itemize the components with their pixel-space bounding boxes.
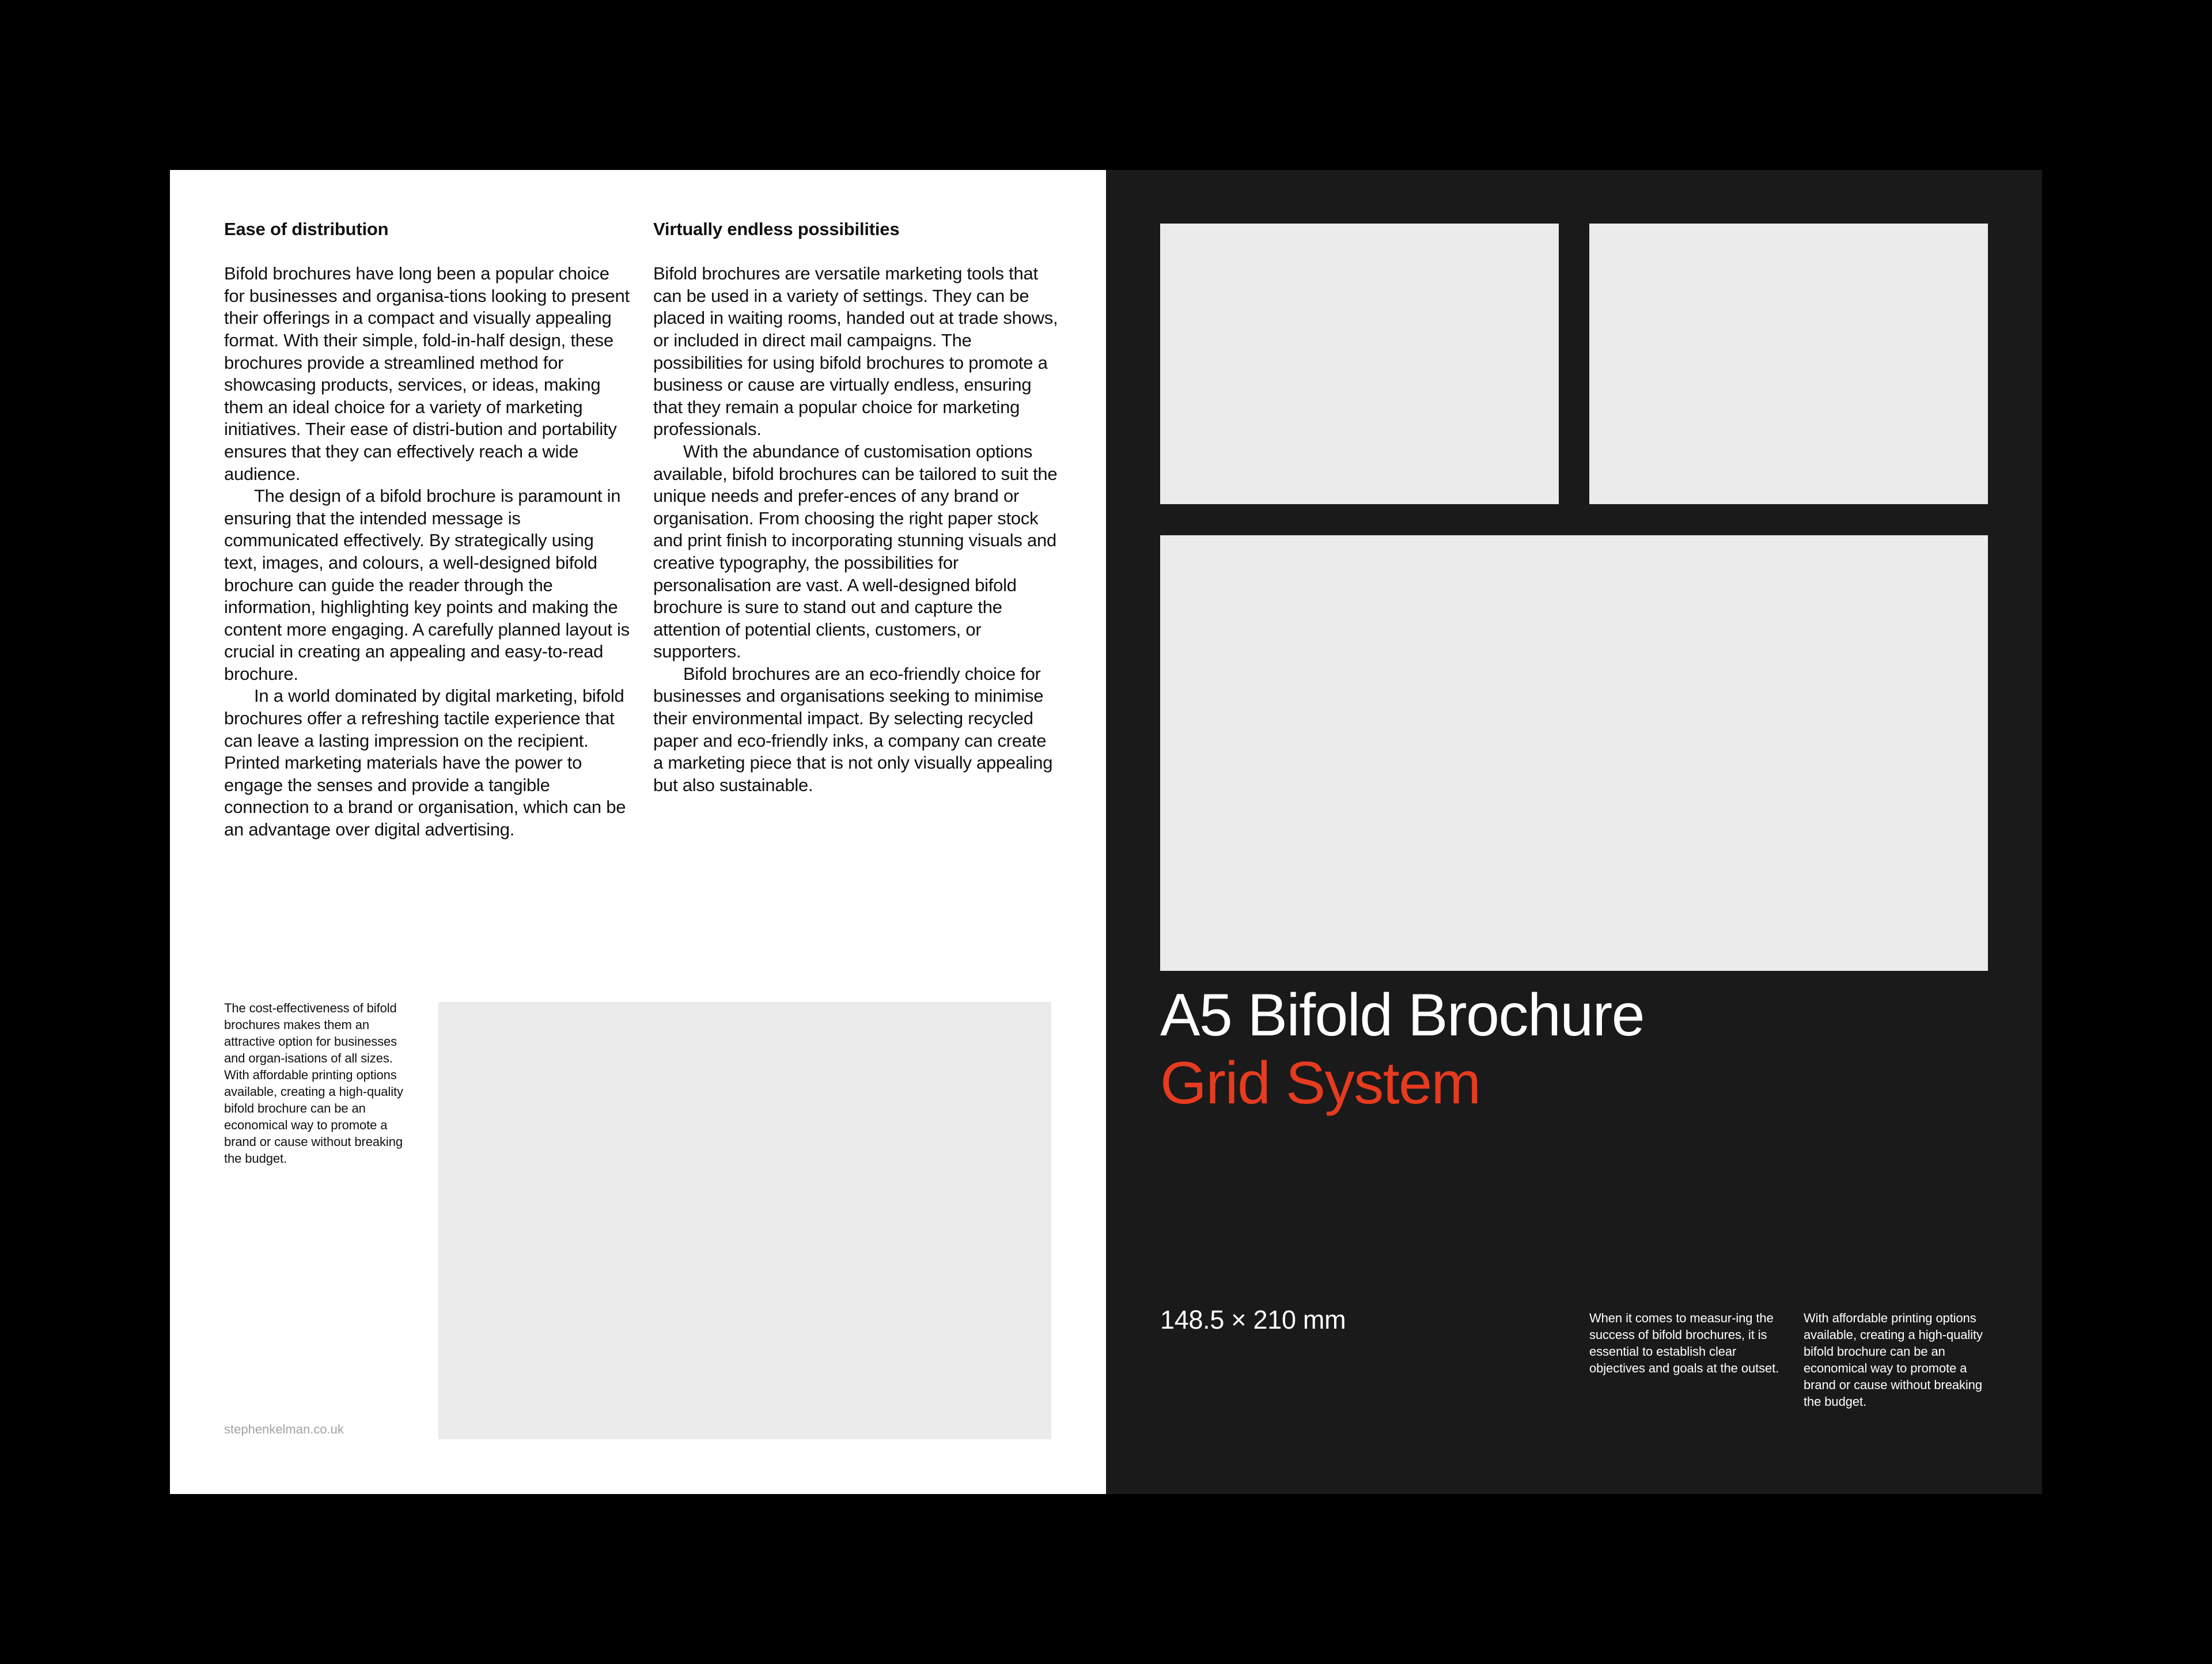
affordable-printing-caption: With affordable printing options available, creating a high-quality bifold brochure can be an economical way to promote a brand or cause without breaking the budget.: [1804, 1311, 1983, 1409]
body-paragraph: Bifold brochures are versatile marketing tools that can be used in a variety of settings. They can be placed in waiting rooms, handed out at trade shows, or included in direct mail campaigns. The possibilities for using bifold brochures to promote a business or cause are virtually endless, ensuring that they remain a popular choice for marketing professionals.: [653, 263, 1058, 440]
column-heading: Virtually endless possibilities: [653, 219, 900, 239]
title-main: A5 Bifold Brochure: [1160, 982, 1645, 1049]
measuring-success-caption: When it comes to measur-ing the success of bifold brochures, it is essential to establish clear objectives and goals at the outset.: [1589, 1311, 1779, 1375]
body-paragraph: Bifold brochures are an eco-friendly choice for businesses and organisations seeking to minimise their environmental impact. By selecting recycled paper and eco-friendly inks, a company can create a marketing piece that is not only visually appealing but also sustainable.: [653, 663, 1053, 795]
body-paragraph: Bifold brochures have long been a popular choice for businesses and organisa-tions looking to present their offerings in a compact and visually appealing format. With their simple, fold-in-half design, these brochures provide a streamlined method for showcasing products, services, or ideas, making them an ideal choice for a variety of marketing initiatives. Their ease of distri-bution and portability ensures that they can effectively reach a wide audience.: [224, 263, 630, 484]
image-placeholder-wide: [1160, 535, 1988, 971]
text-column-ease-of-distribution: [224, 218, 630, 841]
column-body: [224, 263, 630, 841]
format-dimensions: 148.5 × 210 mm: [1160, 1305, 1346, 1334]
body-paragraph: In a world dominated by digital marketing, bifold brochures offer a refreshing tactile experience that can leave a lasting impression on the recipient. Printed marketing materials have the power to engage the senses and provide a tangible connection to a brand or organisation, which can be an advantage over digital advertising.: [224, 686, 626, 840]
page-title: [1160, 981, 1644, 1117]
body-paragraph: The design of a bifold brochure is paramount in ensuring that the intended message is communicated effectively. By strategically using text, images, and colours, a well-designed bifold brochure can guide the reader through the information, highlighting key points and making the content more engaging. A carefully planned layout is crucial in creating an appealing and easy-to-read brochure.: [224, 486, 630, 684]
column-heading: Ease of distribution: [224, 219, 389, 239]
cost-effectiveness-caption: The cost-effectiveness of bifold brochures makes them an attractive option for businesses and organ-isations of all sizes. With affordable printing options available, creating a high-quality bifold brochure can be an economical way to promote a brand or cause without breaking the budget.: [224, 1001, 403, 1166]
website-url: stephenkelman.co.uk: [224, 1422, 344, 1436]
image-placeholder-top-left: [1160, 224, 1559, 504]
right-page: [1106, 170, 2042, 1494]
image-placeholder-top-right: [1589, 224, 1988, 504]
image-placeholder: [438, 1002, 1051, 1439]
text-column-endless-possibilities: [653, 218, 1059, 796]
column-body: [653, 263, 1059, 796]
left-page: [170, 170, 1106, 1494]
body-paragraph: With the abundance of customisation options available, bifold brochures can be tailored to suit the unique needs and prefer-ences of any brand or organisation. From choosing the right paper stock and print finish to incorporating stunning visuals and creative typography, the possibilities for personalisation are vast. A well-designed bifold brochure is sure to stand out and capture the attention of potential clients, customers, or supporters.: [653, 441, 1058, 662]
title-subtitle: Grid System: [1160, 1050, 1480, 1117]
